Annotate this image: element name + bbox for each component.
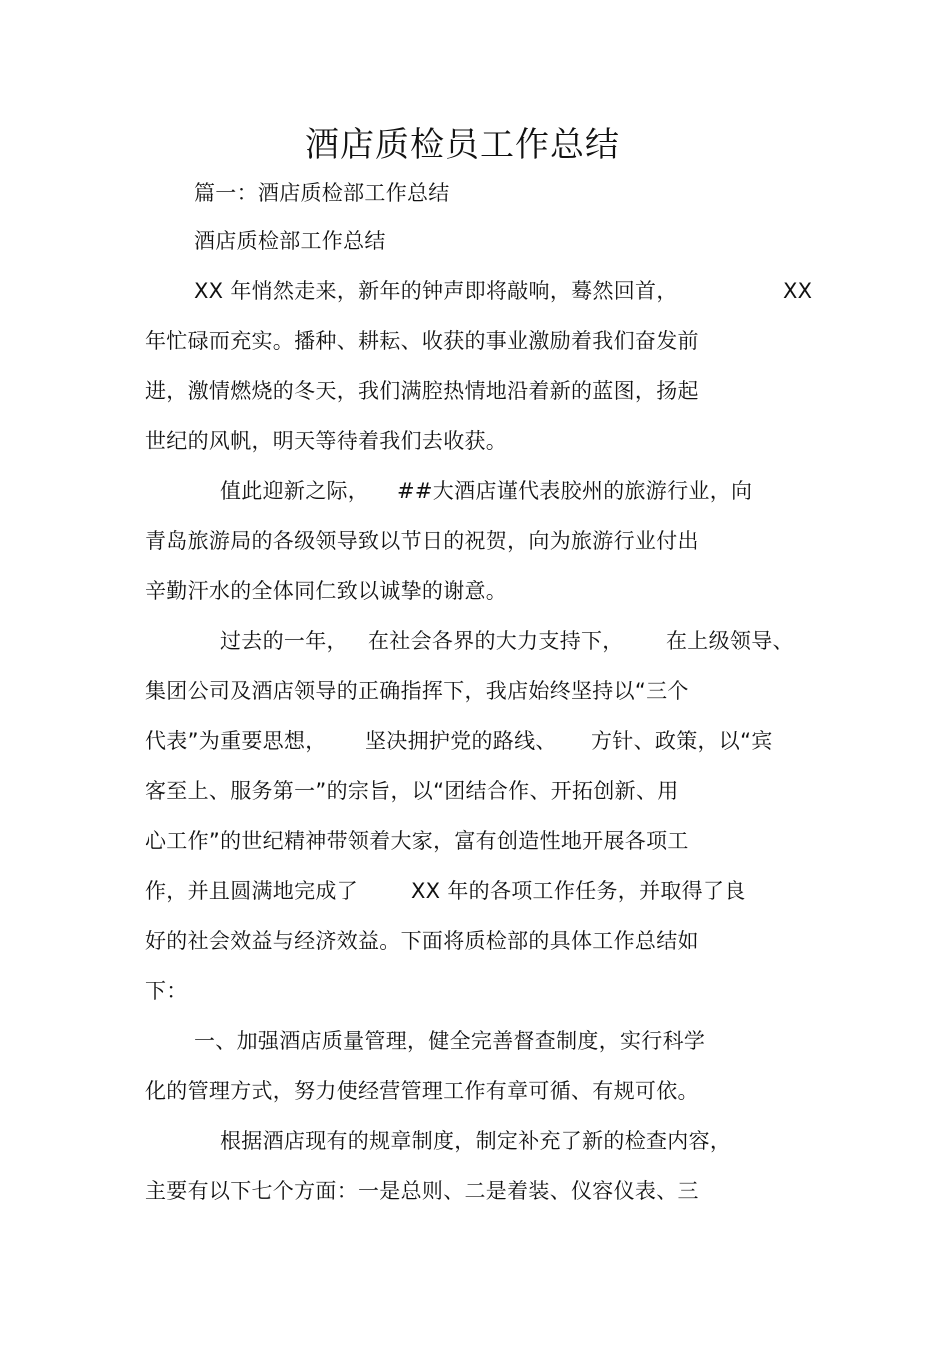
paragraph-line: 进，激情燃烧的冬天，我们满腔热情地沿着新的蓝图，扬起 bbox=[145, 379, 699, 403]
paragraph-line: 根据酒店现有的规章制度，制定补充了新的检查内容， bbox=[220, 1129, 732, 1153]
paragraph-line: 好的社会效益与经济效益。下面将质检部的具体工作总结如 bbox=[145, 929, 699, 953]
paragraph-line: XX bbox=[783, 279, 813, 303]
paragraph-line: 代表”为重要思想， bbox=[145, 729, 327, 753]
paragraph-line: 化的管理方式，努力使经营管理工作有章可循、有规可依。 bbox=[145, 1079, 699, 1103]
paragraph-line: 方针、政策，以“宾 bbox=[591, 729, 773, 753]
subheading: 酒店质检部工作总结 bbox=[194, 229, 386, 253]
paragraph-line: 集团公司及酒店领导的正确指挥下，我店始终坚持以“三个 bbox=[145, 679, 689, 703]
paragraph-line: 一、加强酒店质量管理，健全完善督查制度，实行科学 bbox=[194, 1029, 706, 1053]
section-heading: 篇一：酒店质检部工作总结 bbox=[194, 181, 450, 205]
paragraph-line: 心工作”的世纪精神带领着大家，富有创造性地开展各项工 bbox=[145, 829, 689, 853]
document-title: 酒店质检员工作总结 bbox=[305, 125, 620, 165]
paragraph-line: 主要有以下七个方面：一是总则、二是着装、仪容仪表、三 bbox=[145, 1179, 699, 1203]
paragraph-line: 客至上、服务第一”的宗旨，以“团结合作、开拓创新、用 bbox=[145, 779, 679, 803]
paragraph-line: 下： bbox=[145, 979, 188, 1003]
paragraph-line: 在社会各界的大力支持下， bbox=[368, 629, 624, 653]
paragraph-line: 辛勤汗水的全体同仁致以诚挚的谢意。 bbox=[145, 579, 508, 603]
paragraph-line: 年忙碌而充实。播种、耕耘、收获的事业激励着我们奋发前 bbox=[145, 329, 699, 353]
paragraph-line: 青岛旅游局的各级领导致以节日的祝贺，向为旅游行业付出 bbox=[145, 529, 699, 553]
paragraph-line: 作，并且圆满地完成了 bbox=[145, 879, 358, 903]
paragraph-line: ##大酒店谨代表胶州的旅游行业，向 bbox=[397, 479, 753, 503]
paragraph-line: 坚决拥护党的路线、 bbox=[365, 729, 557, 753]
paragraph-line: 过去的一年， bbox=[220, 629, 348, 653]
paragraph-line: 在上级领导、 bbox=[666, 629, 794, 653]
paragraph-line: 值此迎新之际， bbox=[220, 479, 370, 503]
paragraph-line: XX 年的各项工作任务，并取得了良 bbox=[411, 879, 746, 903]
paragraph-line: 世纪的风帆，明天等待着我们去收获。 bbox=[145, 429, 508, 453]
paragraph-line: XX 年悄然走来，新年的钟声即将敲响，蓦然回首， bbox=[194, 279, 678, 303]
